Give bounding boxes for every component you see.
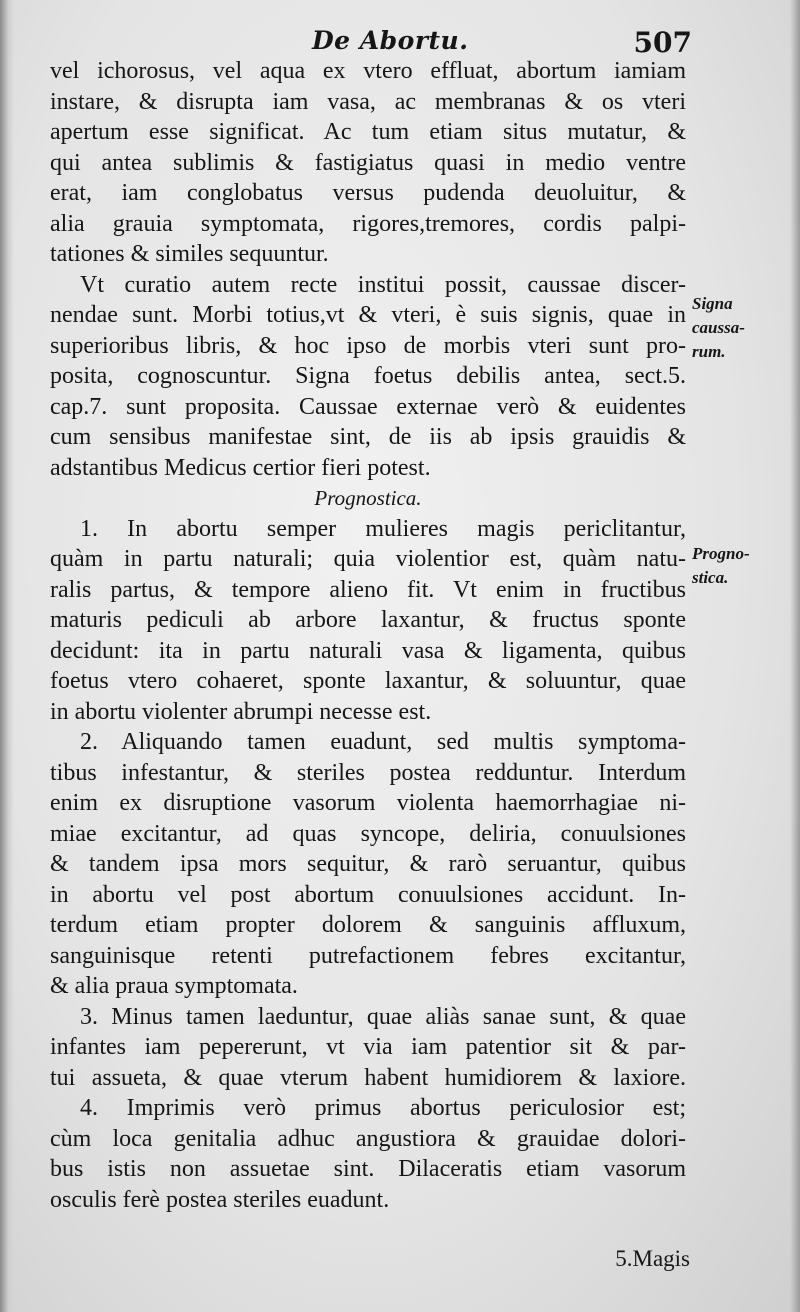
text-line: superioribus libris, & hoc ipso de morbis vteri sunt pro- [50, 332, 686, 359]
text-line: cum sensibus manifestae sint, de iis ab ipsis grauidis & [50, 424, 686, 450]
page-gutter-shadow [0, 0, 14, 1312]
text-line: bus istis non assuetae sint. Dilaceratis etiam vasorum [50, 1156, 686, 1182]
text-line: & alia praua symptomata. [50, 973, 298, 999]
text-line: cap.7. sunt proposita. Caussae externae verò & euidentes [50, 393, 686, 420]
page-number: 507 [633, 26, 692, 59]
text-line: adstantibus Medicus certior fieri potest. [50, 454, 431, 481]
text-line: in abortu vel post abortum conuulsiones accidunt. In- [50, 881, 686, 908]
margin-note-signa-caussarum [692, 292, 792, 364]
text-line: 1. In abortu semper mulieres magis periclitantur, [80, 515, 686, 542]
margin-note-prognostica [692, 542, 792, 590]
text-line: foetus vtero cohaeret, sponte laxantur, & soluuntur, quae [50, 668, 686, 694]
text-line: vel ichorosus, vel aqua ex vtero effluat, abortum iamiam [50, 58, 686, 84]
section-heading: Prognostica. [314, 486, 422, 510]
text-line: Vt curatio autem recte institui possit, caussae discer- [80, 271, 686, 298]
text-line: instare, & disrupta iam vasa, ac membranas & os vteri [50, 88, 686, 115]
text-line: tibus infestantur, & steriles postea redduntur. Interdum [50, 759, 686, 786]
text-line: osculis ferè postea steriles euadunt. [50, 1186, 390, 1213]
text-line: miae excitantur, ad quas syncope, deliria, conuulsiones [50, 820, 686, 847]
text-line: cùm loca genitalia adhuc angustiora & grauidae dolori- [50, 1125, 686, 1152]
text-line: apertum esse significat. Ac tum etiam situs mutatur, & [50, 119, 686, 145]
text-line: 2. Aliquando tamen euadunt, sed multis symptoma- [80, 729, 686, 755]
text-line: terdum etiam propter dolorem & sanguinis affluxum, [50, 912, 686, 938]
text-line: tui assueta, & quae vterum habent humidiorem & laxiore. [50, 1064, 686, 1091]
text-line: posita, cognoscuntur. Signa foetus debilis antea, sect.5. [50, 363, 686, 389]
text-line: qui antea sublimis & fastigiatus quasi in medio ventre [50, 149, 686, 176]
margin-note-line: rum. [692, 342, 726, 361]
page-edge-shadow [790, 0, 800, 1312]
text-line: ralis partus, & tempore alieno fit. Vt enim in fructibus [50, 576, 686, 603]
margin-note-line: stica. [692, 568, 729, 587]
running-title: De Abortu. [312, 26, 469, 55]
margin-note-line: caussa- [692, 318, 745, 337]
text-line: 3. Minus tamen laeduntur, quae aliàs sanae sunt, & quae [80, 1003, 686, 1030]
text-line: quàm in partu naturali; quia violentior est, quàm natu- [50, 546, 686, 572]
text-line: alia grauia symptomata, rigores,tremores, cordis palpi- [50, 210, 686, 237]
text-line: maturis pediculi ab arbore laxantur, & fructus sponte [50, 607, 686, 633]
text-line: in abortu violenter abrumpi necesse est. [50, 698, 432, 725]
text-line: nendae sunt. Morbi totius,vt & vteri, è suis signis, quae in [50, 302, 686, 328]
text-line: infantes iam pepererunt, vt via iam patentior sit & par- [50, 1034, 686, 1060]
text-line: & tandem ipsa mors sequitur, & rarò seruantur, quibus [50, 851, 686, 877]
margin-note-line: Progno- [692, 544, 750, 563]
margin-note-line: Signa [692, 294, 733, 313]
text-line: 4. Imprimis verò primus abortus periculosior est; [80, 1095, 686, 1121]
catchword: 5.Magis [615, 1246, 690, 1271]
text-line: sanguinisque retenti putrefactionem febres excitantur, [50, 942, 686, 969]
body-text [50, 56, 686, 1215]
text-line: decidunt: ita in partu naturali vasa & ligamenta, quibus [50, 637, 686, 664]
text-line: tationes & similes sequuntur. [50, 241, 329, 267]
text-line: enim ex disruptione vasorum violenta haemorrhagiae ni- [50, 790, 686, 816]
text-line: erat, iam conglobatus versus pudenda deuoluitur, & [50, 180, 686, 206]
